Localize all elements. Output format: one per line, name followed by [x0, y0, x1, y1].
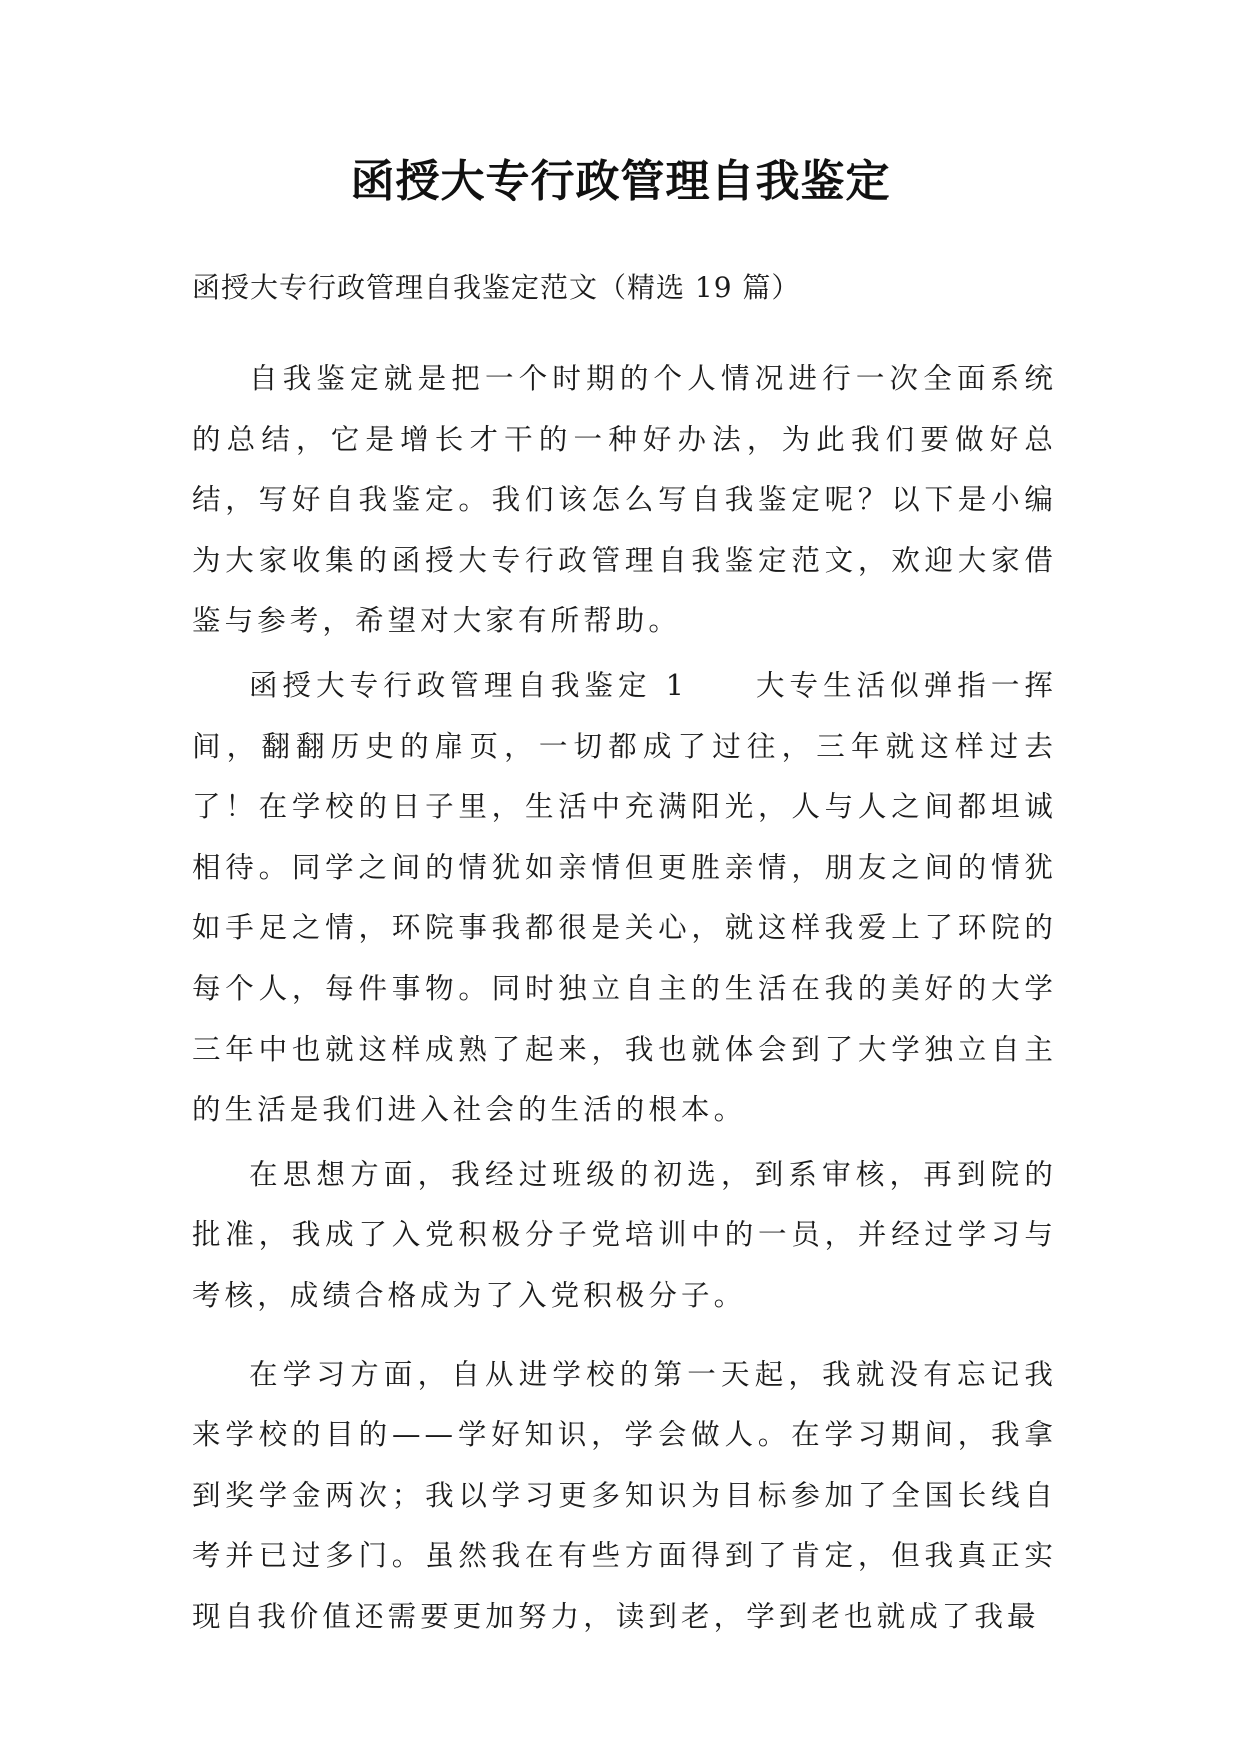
- document-subtitle: 函授大专行政管理自我鉴定范文（精选 19 篇）: [192, 271, 801, 304]
- paragraph-intro: 自我鉴定就是把一个时期的个人情况进行一次全面系统的总结，它是增长才干的一种好办法，为此我们要做好总结，写好自我鉴定。我们该怎么写自我鉴定呢？以下是小编为大家收集的函授大专行政管理自我鉴定范文，欢迎大家借鉴与参考，希望对大家有所帮助。: [192, 362, 1057, 638]
- paragraph-section-1: 函授大专行政管理自我鉴定 1 大专生活似弹指一挥间，翻翻历史的扉页，一切都成了过往，三年就这样过去了！在学校的日子里，生活中充满阳光，人与人之间都坦诚相待。同学之间的情犹如亲情但更胜亲情，朋友之间的情犹如手足之情，环院事我都很是关心，就这样我爱上了环院的每个人，每件事物。同时独立自主的生活在我的美好的大学三年中也就这样成熟了起来，我也就体会到了大学独立自主的生活是我们进入社会的生活的根本。: [192, 668, 1057, 1127]
- document-body: [192, 349, 1057, 1647]
- paragraph-thought: 在思想方面，我经过班级的初选，到系审核，再到院的批准，我成了入党积极分子党培训中的一员，并经过学习与考核，成绩合格成为了入党积极分子。: [192, 1157, 1057, 1312]
- paragraph-study: 在学习方面，自从进学校的第一天起，我就没有忘记我来学校的目的——学好知识，学会做人。在学习期间，我拿到奖学金两次；我以学习更多知识为目标参加了全国长线自考并已过多门。虽然我在有些方面得到了肯定，但我真正实现自我价值还需要更加努力，读到老，学到老也就成了我最: [192, 1357, 1057, 1633]
- document-title: 函授大专行政管理自我鉴定: [350, 156, 891, 207]
